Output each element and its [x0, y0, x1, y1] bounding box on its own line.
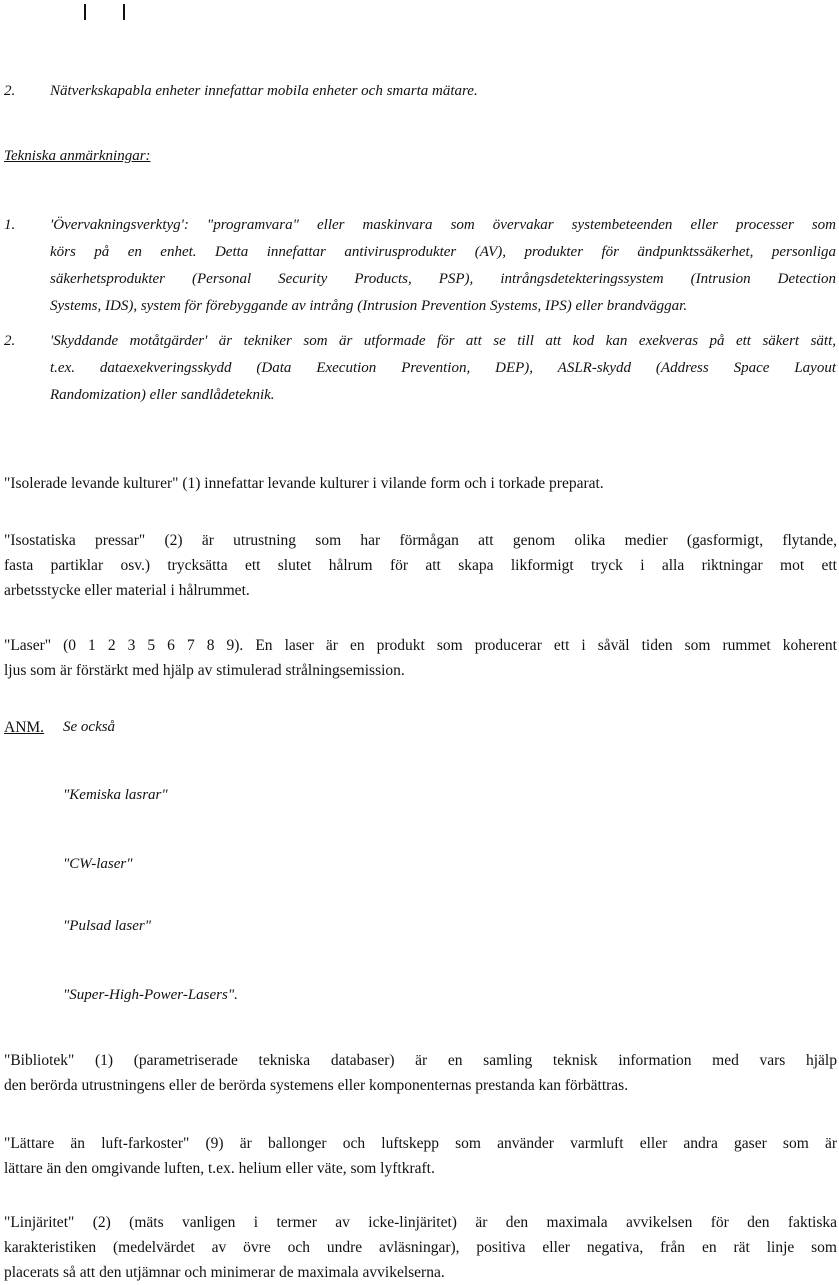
definition-isostatiska-pressar: [4, 528, 837, 603]
definition-line: "Lättare än luft-farkoster" (9) är ballonger och luftskepp som använder varmluft eller andra gaser som är: [4, 1135, 837, 1152]
definition-line: den berörda utrustningens eller de berörda systemens eller komponenternas prestanda kan förbättras.: [4, 1077, 629, 1094]
anm-label: ANM.: [4, 719, 45, 736]
technical-note-1-line: körs på en enhet. Detta innefattar antivirusprodukter (AV), produkter för ändpunktssäkerhet, personliga: [50, 244, 836, 260]
definition-lattare-an-luft-farkoster: [4, 1131, 837, 1181]
definition-isolerade-levande-kulturer: "Isolerade levande kulturer" (1) innefattar levande kulturer i vilande form och i torkade preparat.: [4, 475, 604, 492]
anm-ref-super-high-power-lasers: "Super-High-Power-Lasers".: [63, 987, 238, 1003]
technical-notes-heading: Tekniska anmärkningar:: [4, 148, 151, 164]
definition-line: "Laser" (0 1 2 3 5 6 7 8 9). En laser är en produkt som producerar ett i såväl tiden som rummet koherent: [4, 637, 837, 654]
definition-bibliotek: [4, 1048, 837, 1098]
technical-note-2-text: [50, 328, 836, 409]
note-2-number: 2.: [4, 83, 16, 99]
definition-line: fasta partiklar osv.) trycksätta ett slutet hålrum för att skapa likformigt tryck i alla riktningar mot ett: [4, 557, 837, 574]
anm-ref-cw-laser: "CW-laser": [63, 856, 133, 872]
definition-line: karakteristiken (medelvärdet av övre och undre avläsningar), positiva eller negativa, från en rät linje som: [4, 1239, 837, 1256]
note-2-text: Nätverkskapabla enheter innefattar mobila enheter och smarta mätare.: [50, 83, 478, 99]
definition-line: "Isostatiska pressar" (2) är utrustning som har förmågan att genom olika medier (gasformigt, flytande,: [4, 532, 837, 549]
technical-note-1-text: [50, 212, 836, 320]
revision-bar-right: [123, 4, 125, 20]
definition-line: "Linjäritet" (2) (mäts vanligen i termer av icke-linjäritet) är den maximala avvikelsen för den faktiska: [4, 1214, 837, 1231]
definition-laser: [4, 633, 837, 683]
technical-note-2-line: Randomization) eller sandlådeteknik.: [50, 387, 275, 403]
definition-line: placerats så att den utjämnar och minimerar de maximala avvikelserna.: [4, 1264, 445, 1281]
technical-note-1-number: 1.: [4, 217, 16, 233]
anm-ref-kemiska-lasrar: "Kemiska lasrar": [63, 787, 168, 803]
definition-line: ljus som är förstärkt med hjälp av stimulerad strålningsemission.: [4, 662, 405, 679]
anm-ref-pulsad-laser: "Pulsad laser": [63, 918, 152, 934]
technical-note-1-line: Systems, IDS), system för förebyggande av intrång (Intrusion Prevention Systems, IPS) eller brandväggar.: [50, 298, 688, 314]
technical-note-1-line: säkerhetsprodukter (Personal Security Products, PSP), intrångsdetekteringssystem (Intrusion Detection: [50, 271, 836, 287]
definition-line: "Bibliotek" (1) (parametriserade tekniska databaser) är en samling teknisk information med vars hjälp: [4, 1052, 837, 1069]
definition-line: arbetsstycke eller material i hålrummet.: [4, 582, 250, 599]
technical-note-2-number: 2.: [4, 333, 16, 349]
technical-note-2-line: t.ex. dataexekveringsskydd (Data Execution Prevention, DEP), ASLR-skydd (Address Space Layout: [50, 360, 836, 376]
technical-note-1-line: 'Övervakningsverktyg': "programvara" eller maskinvara som övervakar systembeteenden eller processer som: [50, 217, 836, 233]
definition-linjaritet: [4, 1210, 837, 1285]
revision-bar-left: [84, 4, 86, 20]
anm-see-also: Se också: [63, 719, 116, 735]
technical-note-2-line: 'Skyddande motåtgärder' är tekniker som är utformade för att se till att kod kan exekveras på ett säkert sätt,: [50, 333, 836, 349]
definition-line: lättare än den omgivande luften, t.ex. helium eller väte, som lyftkraft.: [4, 1160, 435, 1177]
